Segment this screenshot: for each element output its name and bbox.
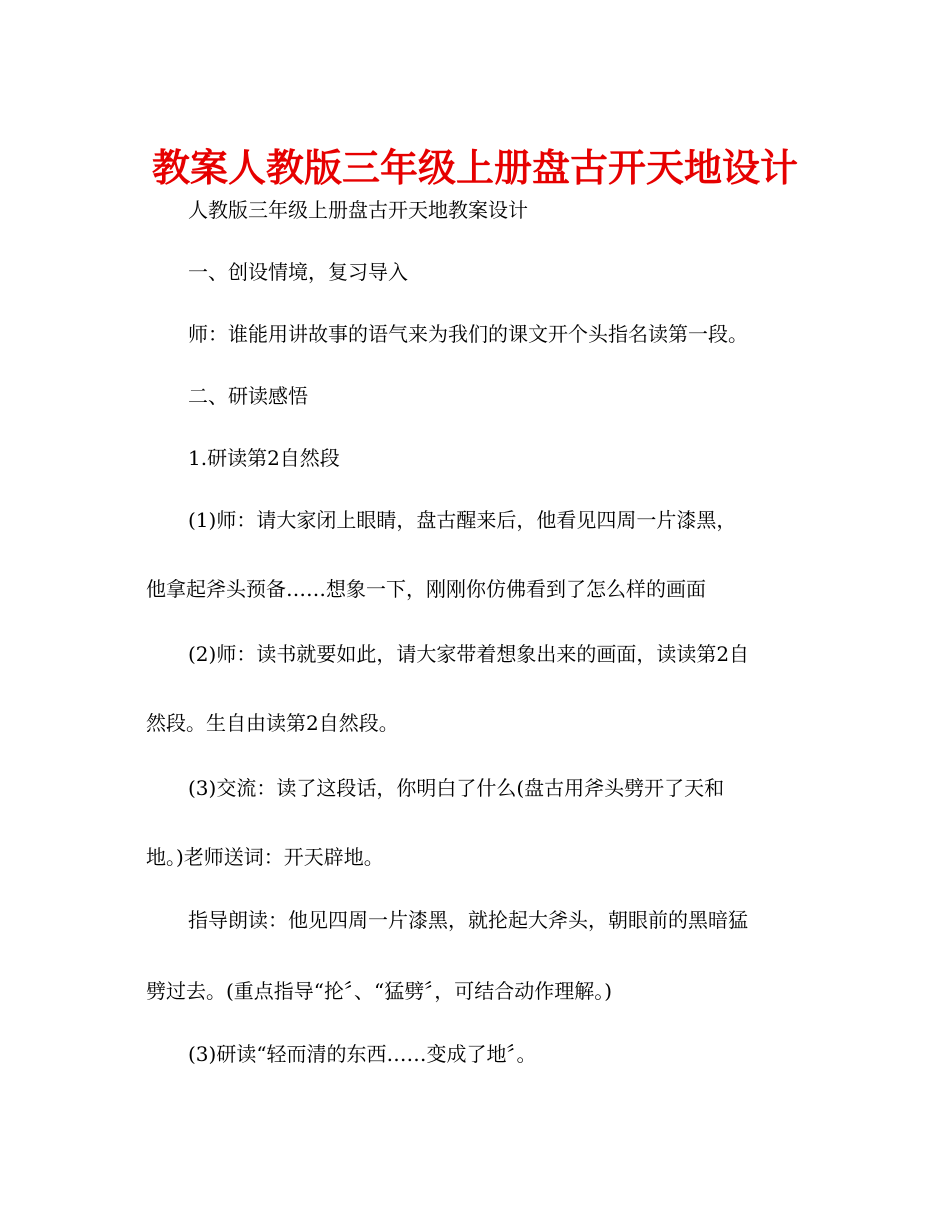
section-heading-1: 一、创设情境，复习导入 bbox=[188, 260, 408, 284]
paragraph-line: 然段。生自由读第2自然段。 bbox=[146, 711, 399, 735]
paragraph-line: 师：谁能用讲故事的语气来为我们的课文开个头指名读第一段。 bbox=[188, 322, 748, 346]
paragraph-line: (2)师：读书就要如此，请大家带着想象出来的画面，读读第2自 bbox=[188, 642, 750, 666]
paragraph-line: (3)研读“轻而清的东西……变成了地〞。 bbox=[188, 1042, 537, 1066]
paragraph-line: 他拿起斧头预备……想象一下，刚刚你仿佛看到了怎么样的画面 bbox=[146, 577, 706, 601]
paragraph-line: 劈过去。(重点指导“抡〞、“猛劈〞，可结合动作理解。) bbox=[146, 979, 613, 1003]
paragraph-line: 指导朗读：他见四周一片漆黑，就抡起大斧头，朝眼前的黑暗猛 bbox=[188, 908, 748, 932]
paragraph-line: (1)师：请大家闭上眼睛，盘古醒来后，他看见四周一片漆黑， bbox=[188, 508, 737, 532]
subsection-heading: 1.研读第2自然段 bbox=[188, 446, 340, 470]
section-heading-2: 二、研读感悟 bbox=[188, 384, 308, 408]
paragraph-line: 地。)老师送词：开天辟地。 bbox=[146, 845, 384, 869]
page-title: 教案人教版三年级上册盘古开天地设计 bbox=[151, 146, 798, 191]
subtitle-line: 人教版三年级上册盘古开天地教案设计 bbox=[188, 198, 528, 222]
paragraph-line: (3)交流：读了这段话，你明白了什么(盘古用斧头劈开了天和 bbox=[188, 776, 725, 800]
